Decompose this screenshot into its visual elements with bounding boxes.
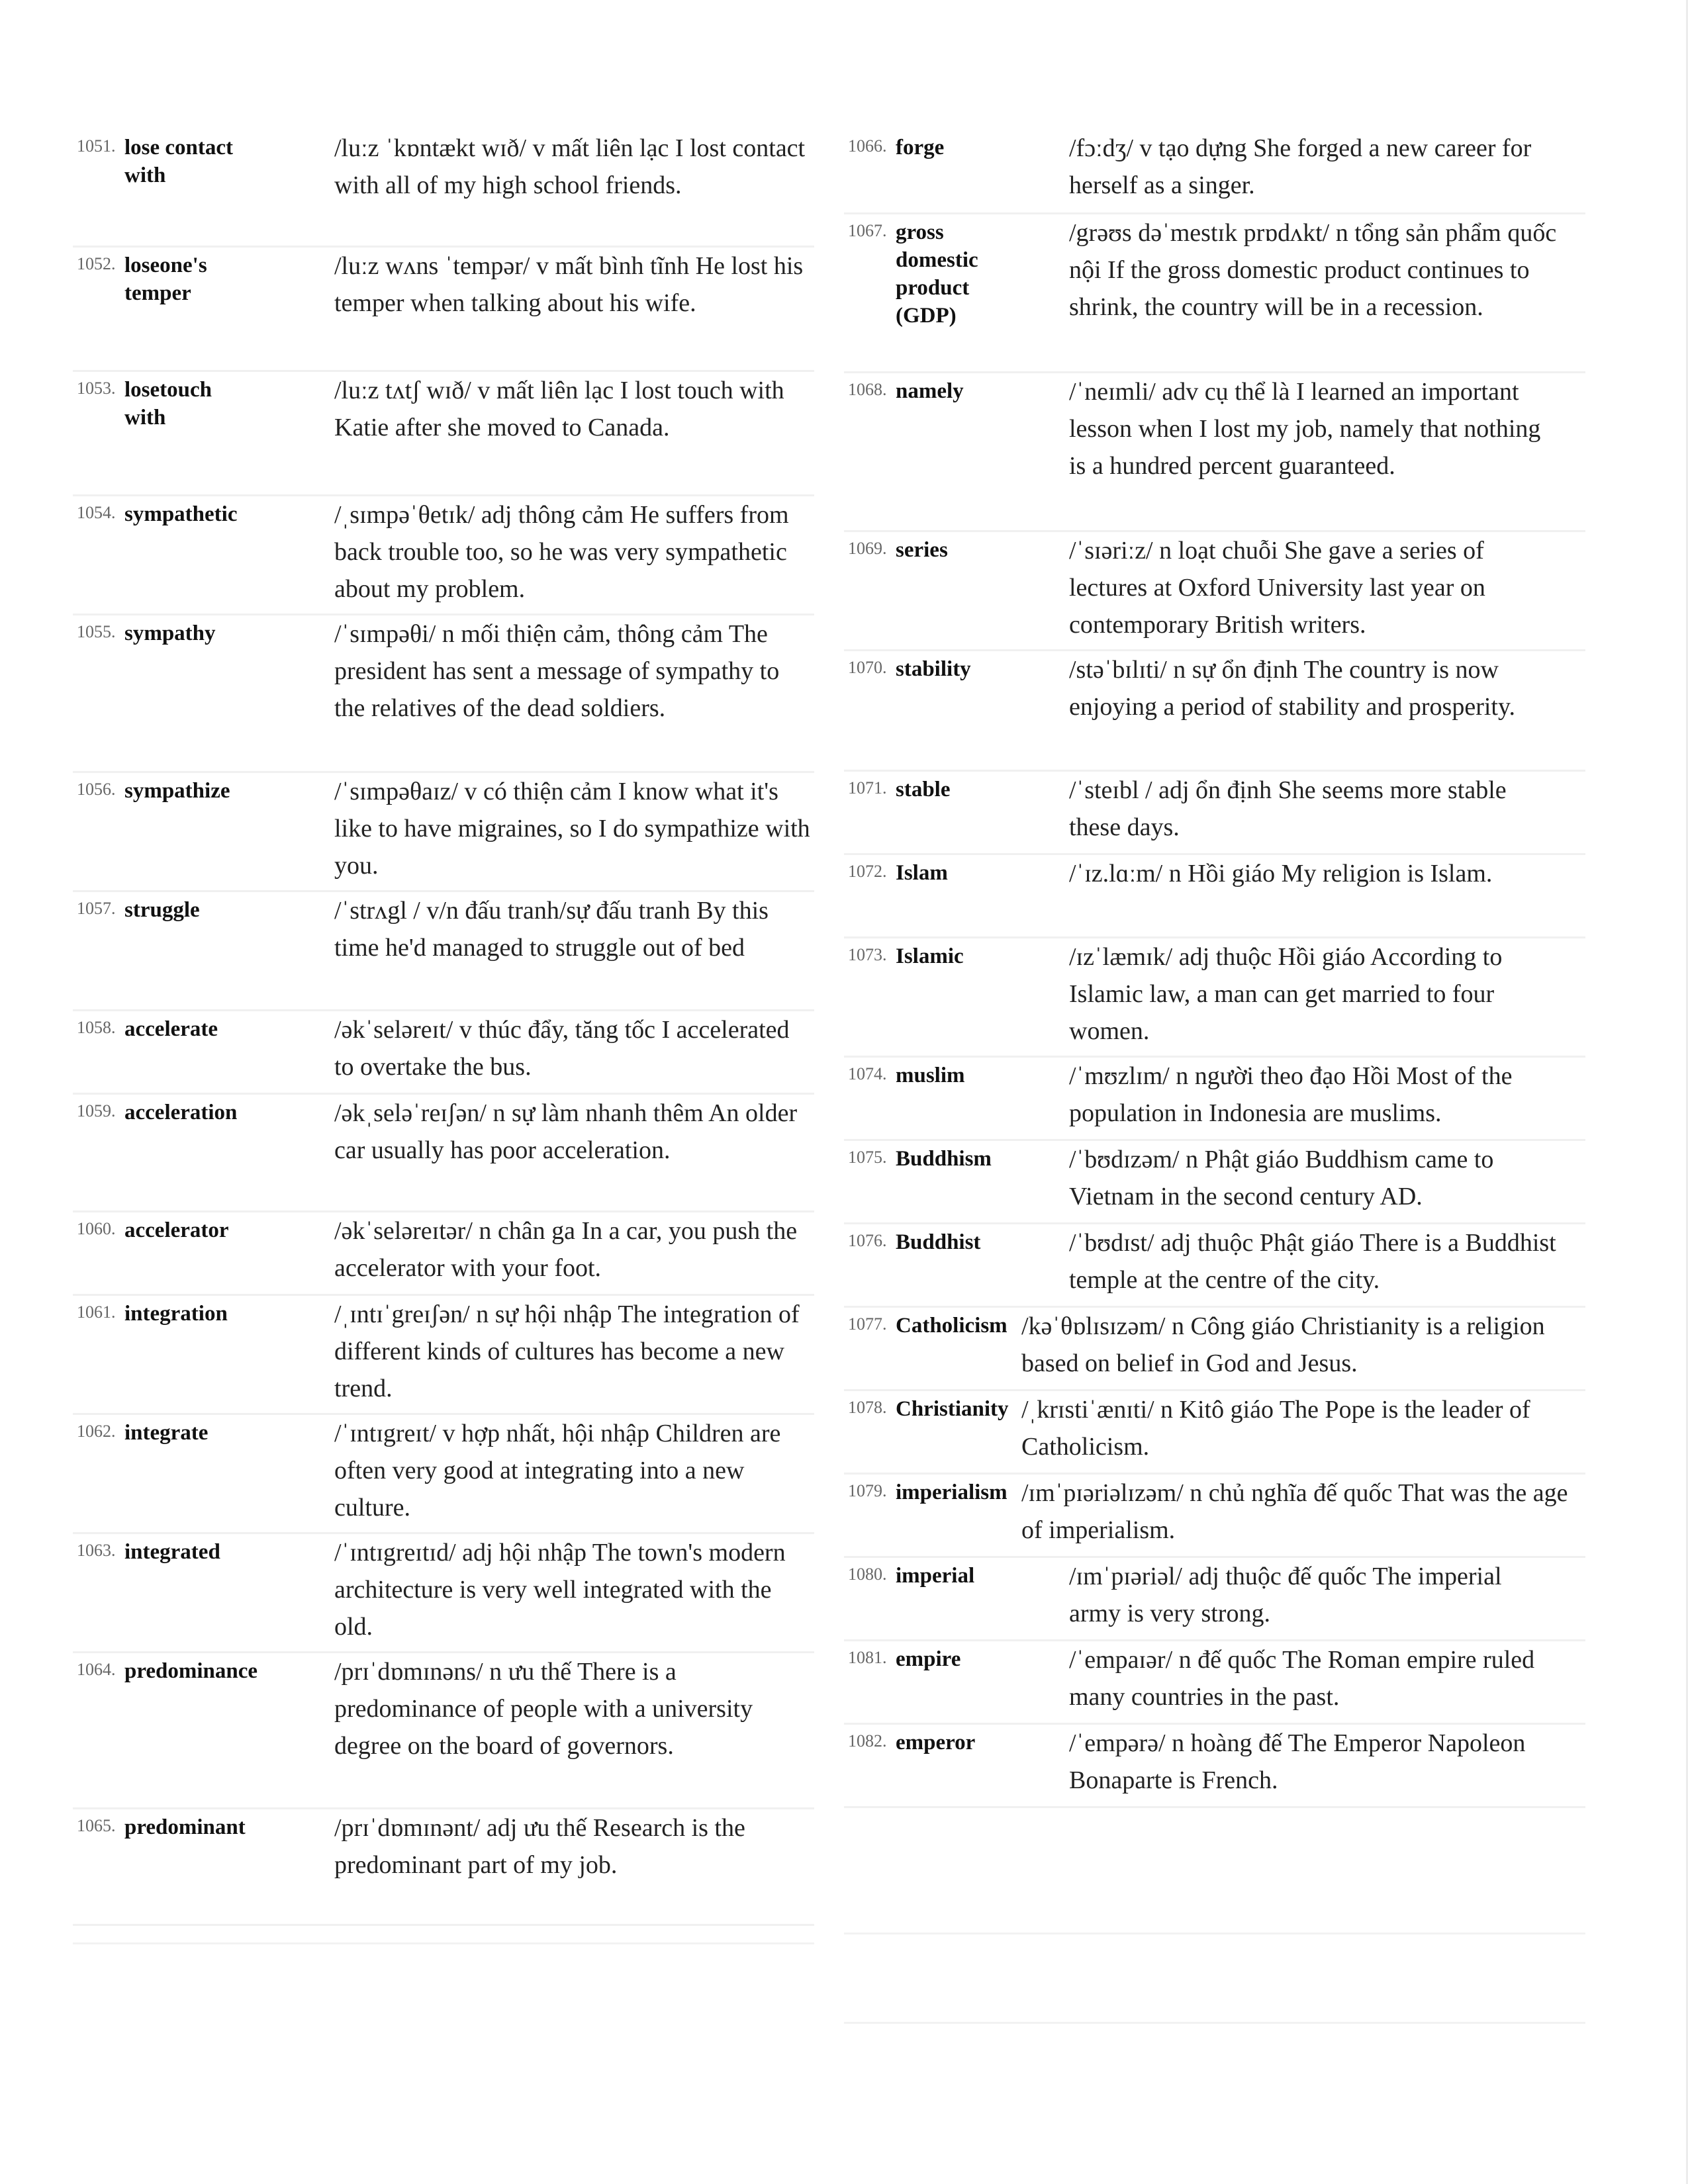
entry-definition: /ˈneɪmli/ adv cụ thể là I learned an important lesson when I lost my job, namely that nothing is a hundred percent guaranteed. bbox=[1069, 378, 1541, 480]
entry-definition: /ˈɪz.lɑːm/ n Hồi giáo My religion is Islam. bbox=[1069, 860, 1493, 887]
entry-definition: /əkˈseləreɪt/ v thúc đẩy, tăng tốc I accelerated to overtake the bus. bbox=[334, 1016, 790, 1081]
entry-word: sympathy bbox=[124, 621, 216, 645]
entry-definition: /ɪmˈpɪəriəl/ adj thuộc đế quốc The imperial army is very strong. bbox=[1069, 1563, 1502, 1627]
entry-number: 1062. bbox=[77, 1422, 116, 1441]
entry-word: Buddhist bbox=[896, 1230, 981, 1254]
entry-word: predominance bbox=[124, 1659, 258, 1683]
divider bbox=[844, 1933, 1585, 1934]
entry-number: 1076. bbox=[848, 1231, 887, 1250]
entry-definition: /ˈempərə/ n hoàng đế The Emperor Napoleon Bonaparte is French. bbox=[1069, 1729, 1526, 1794]
list-item bbox=[73, 892, 814, 1011]
list-item bbox=[73, 372, 814, 496]
entry-definition: /ˈsɪmpəθi/ n mối thiện cảm, thông cảm The president has sent a message of sympathy to the relatives of the dead soldiers. bbox=[334, 620, 780, 722]
entry-number: 1056. bbox=[77, 780, 116, 799]
list-item bbox=[844, 938, 1585, 1058]
entry-number: 1065. bbox=[77, 1816, 116, 1835]
entry-word: namely bbox=[896, 379, 964, 403]
entry-word: stability bbox=[896, 657, 971, 681]
right-column bbox=[844, 130, 1585, 1808]
entry-number: 1082. bbox=[848, 1731, 887, 1751]
entry-word: sympathetic bbox=[124, 502, 238, 526]
entry-definition: /fɔːdʒ/ v tạo dựng She forged a new career for herself as a singer. bbox=[1069, 134, 1532, 199]
entry-number: 1057. bbox=[77, 899, 116, 918]
list-item bbox=[844, 1058, 1585, 1141]
entry-word: stable bbox=[896, 778, 951, 801]
entry-word: forge bbox=[896, 136, 945, 159]
entry-number: 1071. bbox=[848, 778, 887, 797]
entry-number: 1053. bbox=[77, 379, 116, 398]
entry-number: 1074. bbox=[848, 1064, 887, 1083]
entry-word: series bbox=[896, 538, 948, 562]
entry-definition: /luːz tʌtʃ wɪð/ v mất liên lạc I lost touch with Katie after she moved to Canada. bbox=[334, 377, 784, 441]
entry-number: 1054. bbox=[77, 503, 116, 522]
list-item bbox=[73, 1296, 814, 1415]
list-item bbox=[73, 1653, 814, 1809]
entry-word: struggle bbox=[124, 898, 200, 922]
list-item bbox=[73, 1011, 814, 1095]
entry-definition: /ˈɪntɪgreɪtɪd/ adj hội nhập The town's modern architecture is very well integrated with the old. bbox=[334, 1539, 786, 1641]
list-item bbox=[844, 1725, 1585, 1808]
entry-word: losetouch with bbox=[124, 378, 212, 430]
entry-definition: /ˌkrɪstiˈænɪti/ n Kitô giáo The Pope is the leader of Catholicism. bbox=[1021, 1396, 1530, 1461]
entry-word: accelerator bbox=[124, 1218, 229, 1242]
entry-definition: /ˈsteɪbl / adj ổn định She seems more stable these days. bbox=[1069, 776, 1507, 841]
entry-number: 1051. bbox=[77, 136, 116, 156]
list-item bbox=[844, 651, 1585, 772]
entry-number: 1072. bbox=[848, 862, 887, 881]
entry-definition: /luːz ˈkɒntækt wɪð/ v mất liên lạc I lost contact with all of my high school friends. bbox=[334, 134, 806, 199]
entry-definition: /ˈsɪəriːz/ n loạt chuỗi She gave a series of lectures at Oxford University last year on contemporary British writers. bbox=[1069, 537, 1485, 639]
list-item bbox=[73, 130, 814, 248]
entry-word: lose contact with bbox=[124, 136, 234, 187]
entry-definition: /ˈmʊzlɪm/ n người theo đạo Hồi Most of the population in Indonesia are muslims. bbox=[1069, 1062, 1513, 1127]
entry-number: 1061. bbox=[77, 1302, 116, 1322]
list-item bbox=[844, 1391, 1585, 1475]
entry-definition: /kəˈθɒlɪsɪzəm/ n Công giáo Christianity is a religion based on belief in God and Jesus. bbox=[1021, 1312, 1545, 1377]
entry-number: 1052. bbox=[77, 254, 116, 273]
entry-definition: /ˈbʊdɪzəm/ n Phật giáo Buddhism came to Vietnam in the second century AD. bbox=[1069, 1146, 1494, 1210]
entry-number: 1068. bbox=[848, 380, 887, 399]
entry-definition: /əkˈseləreɪtər/ n chân ga In a car, you push the accelerator with your foot. bbox=[334, 1217, 798, 1282]
entry-number: 1079. bbox=[848, 1481, 887, 1500]
list-item bbox=[844, 772, 1585, 855]
entry-word: integrated bbox=[124, 1540, 220, 1564]
entry-definition: /prɪˈdɒmɪnənt/ adj ưu thế Research is the predominant part of my job. bbox=[334, 1814, 745, 1879]
entry-definition: /ˈɪntɪgreɪt/ v hợp nhất, hội nhập Children are often very good at integrating into a new culture. bbox=[334, 1420, 781, 1522]
list-item bbox=[73, 1534, 814, 1653]
left-column bbox=[73, 130, 814, 1926]
entry-number: 1055. bbox=[77, 622, 116, 641]
list-item bbox=[73, 248, 814, 372]
entry-definition: /ˈstrʌgl / v/n đấu tranh/sự đấu tranh By this time he'd managed to struggle out of bed bbox=[334, 897, 769, 962]
entry-word: accelerate bbox=[124, 1017, 218, 1041]
list-item bbox=[844, 1641, 1585, 1725]
list-item bbox=[844, 373, 1585, 532]
list-item bbox=[844, 1141, 1585, 1224]
entry-word: Buddhism bbox=[896, 1147, 992, 1171]
list-item bbox=[73, 1095, 814, 1212]
entry-word: muslim bbox=[896, 1064, 965, 1087]
entry-definition: /stəˈbɪlɪti/ n sự ổn định The country is now enjoying a period of stability and prosperity. bbox=[1069, 656, 1515, 721]
list-item bbox=[73, 773, 814, 892]
list-item bbox=[73, 1809, 814, 1926]
entry-word: imperial bbox=[896, 1564, 975, 1588]
list-item bbox=[73, 1415, 814, 1534]
entry-definition: /ˌɪntɪˈgreɪʃən/ n sự hội nhập The integration of different kinds of cultures has become a new trend. bbox=[334, 1300, 800, 1402]
list-item bbox=[844, 130, 1585, 214]
list-item bbox=[844, 214, 1585, 373]
list-item bbox=[844, 532, 1585, 651]
entry-word: Islamic bbox=[896, 944, 964, 968]
entry-definition: /ˈempaɪər/ n đế quốc The Roman empire ruled many countries in the past. bbox=[1069, 1646, 1535, 1711]
entry-word: acceleration bbox=[124, 1101, 238, 1124]
entry-word: predominant bbox=[124, 1815, 246, 1839]
list-item bbox=[73, 1212, 814, 1296]
entry-number: 1077. bbox=[848, 1314, 887, 1334]
entry-number: 1070. bbox=[848, 658, 887, 677]
entry-definition: /prɪˈdɒmɪnəns/ n ưu thế There is a predominance of people with a university degree on the board of governors. bbox=[334, 1658, 753, 1760]
entry-word: gross domestic product (GDP) bbox=[896, 220, 978, 328]
divider bbox=[844, 2022, 1585, 2024]
list-item bbox=[73, 496, 814, 615]
entry-word: empire bbox=[896, 1647, 961, 1671]
entry-number: 1067. bbox=[848, 221, 887, 240]
entry-definition: /luːz wʌns ˈtempər/ v mất bình tĩnh He lost his temper when talking about his wife. bbox=[334, 252, 804, 317]
entry-number: 1059. bbox=[77, 1101, 116, 1120]
entry-word: imperialism bbox=[896, 1480, 1008, 1504]
entry-number: 1069. bbox=[848, 539, 887, 558]
entry-definition: /ɪzˈlæmɪk/ adj thuộc Hồi giáo According to Islamic law, a man can get married to four women. bbox=[1069, 943, 1503, 1045]
entry-definition: /grəʊs dəˈmestɪk prɒdʌkt/ n tổng sản phẩm quốc nội If the gross domestic product continues to shrink, the country will be in a recession. bbox=[1069, 219, 1557, 321]
list-item bbox=[844, 1308, 1585, 1391]
entry-number: 1063. bbox=[77, 1541, 116, 1560]
entry-word: loseone's temper bbox=[124, 253, 207, 305]
list-item bbox=[844, 1475, 1585, 1558]
entry-number: 1058. bbox=[77, 1018, 116, 1037]
list-item bbox=[844, 1224, 1585, 1308]
entry-word: Catholicism bbox=[896, 1314, 1008, 1338]
list-item bbox=[844, 855, 1585, 938]
entry-number: 1064. bbox=[77, 1660, 116, 1679]
entry-word: Islam bbox=[896, 861, 948, 885]
entry-number: 1078. bbox=[848, 1398, 887, 1417]
entry-definition: /ˈsɪmpəθaɪz/ v có thiện cảm I know what it's like to have migraines, so I do sympathize with you. bbox=[334, 778, 810, 880]
entry-number: 1073. bbox=[848, 945, 887, 964]
entry-definition: /ˌsɪmpəˈθetɪk/ adj thông cảm He suffers from back trouble too, so he was very sympathetic about my problem. bbox=[334, 501, 789, 603]
entry-number: 1060. bbox=[77, 1219, 116, 1238]
entry-word: emperor bbox=[896, 1731, 976, 1754]
list-item bbox=[73, 615, 814, 773]
entry-word: integration bbox=[124, 1302, 228, 1326]
entry-word: integrate bbox=[124, 1421, 209, 1445]
entry-number: 1075. bbox=[848, 1148, 887, 1167]
entry-number: 1081. bbox=[848, 1648, 887, 1667]
list-item bbox=[844, 1558, 1585, 1641]
entry-definition: /ɪmˈpɪəriəlɪzəm/ n chủ nghĩa đế quốc That was the age of imperialism. bbox=[1021, 1479, 1568, 1544]
entry-word: sympathize bbox=[124, 779, 230, 803]
entry-number: 1080. bbox=[848, 1565, 887, 1584]
entry-number: 1066. bbox=[848, 136, 887, 156]
entry-word: Christianity bbox=[896, 1397, 1009, 1421]
divider bbox=[73, 1942, 814, 1944]
entry-definition: /əkˌseləˈreɪʃən/ n sự làm nhanh thêm An older car usually has poor acceleration. bbox=[334, 1099, 798, 1164]
entry-definition: /ˈbʊdɪst/ adj thuộc Phật giáo There is a Buddhist temple at the centre of the city. bbox=[1069, 1229, 1556, 1294]
